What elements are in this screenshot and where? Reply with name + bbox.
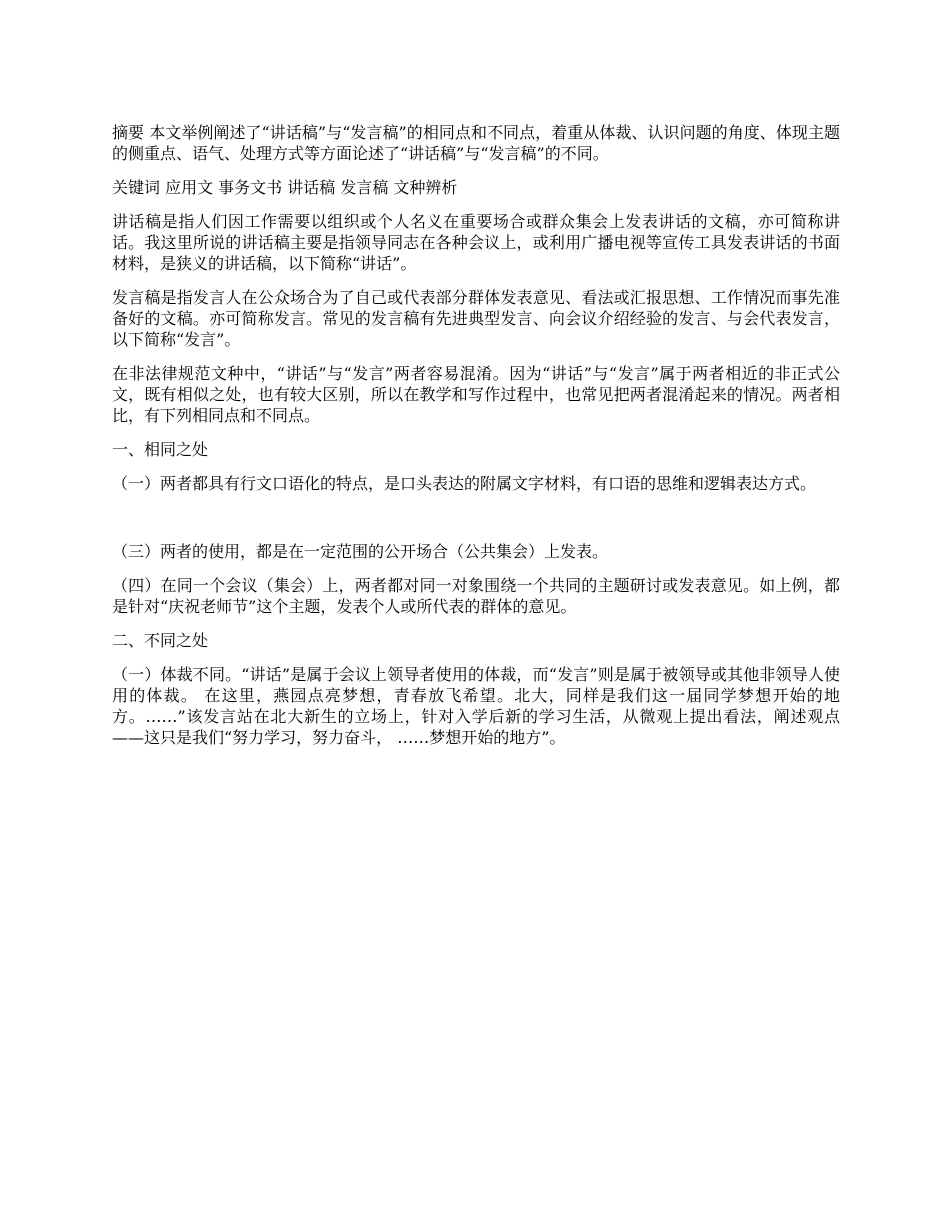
different-point-1: （一）体裁不同。“讲话”是属于会议上领导者使用的体裁，而“发言”则是属于被领导或其他非领导人使用的体裁。 在这里，燕园点亮梦想，青春放飞希望。北大，同样是我们这一届同学梦想开始的地方。……”该发言站在北大新生的立场上，针对入学后新的学习生活，从微观上提出看法，阐述观点——这只是我们“努力学习，努力奋斗， ……梦想开始的地方”。 (112, 665, 840, 747)
statement-definition-paragraph: 发言稿是指发言人在公众场合为了自己或代表部分群体发表意见、看法或汇报思想、工作情况而事先准备好的文稿。亦可简称发言。常见的发言稿有先进典型发言、向会议介绍经验的发言、与会代表发言，以下简称“发言”。 (112, 288, 840, 349)
speech-definition-paragraph: 讲话稿是指人们因工作需要以组织或个人名义在重要场合或群众集会上发表讲话的文稿，亦可简称讲话。我这里所说的讲话稿主要是指领导同志在各种会议上，或利用广播电视等宣传工具发表讲话的书面材料，是狭义的讲话稿，以下简称“讲话”。 (112, 212, 840, 273)
blank-gap (112, 507, 840, 541)
document-body (112, 122, 840, 761)
intro-paragraph: 在非法律规范文种中，“讲话”与“发言”两者容易混淆。因为“讲话”与“发言”属于两者相近的非正式公文，既有相似之处，也有较大区别，所以在教学和写作过程中，也常见把两者混淆起来的情况。两者相比，有下列相同点和不同点。 (112, 364, 840, 425)
same-point-3: （三）两者的使用，都是在一定范围的公开场合（公共集会）上发表。 (112, 542, 609, 561)
keywords-paragraph: 关键词 应用文 事务文书 讲话稿 发言稿 文种辨析 (112, 178, 458, 197)
same-point-4: （四）在同一个会议（集会）上，两者都对同一对象围绕一个共同的主题研讨或发表意见。如上例，都是针对“庆祝老师节”这个主题，发表个人或所代表的群体的意见。 (112, 576, 840, 616)
abstract-paragraph: 摘要 本文举例阐述了“讲话稿”与“发言稿”的相同点和不同点，着重从体裁、认识问题的角度、体现主题的侧重点、语气、处理方式等方面论述了“讲话稿”与“发言稿”的不同。 (112, 123, 840, 163)
same-point-1: （一）两者都具有行文口语化的特点，是口头表达的附属文字材料，有口语的思维和逻辑表达方式。 (112, 474, 817, 493)
section-heading-same: 一、相同之处 (112, 440, 209, 459)
section-heading-different: 二、不同之处 (112, 631, 209, 650)
